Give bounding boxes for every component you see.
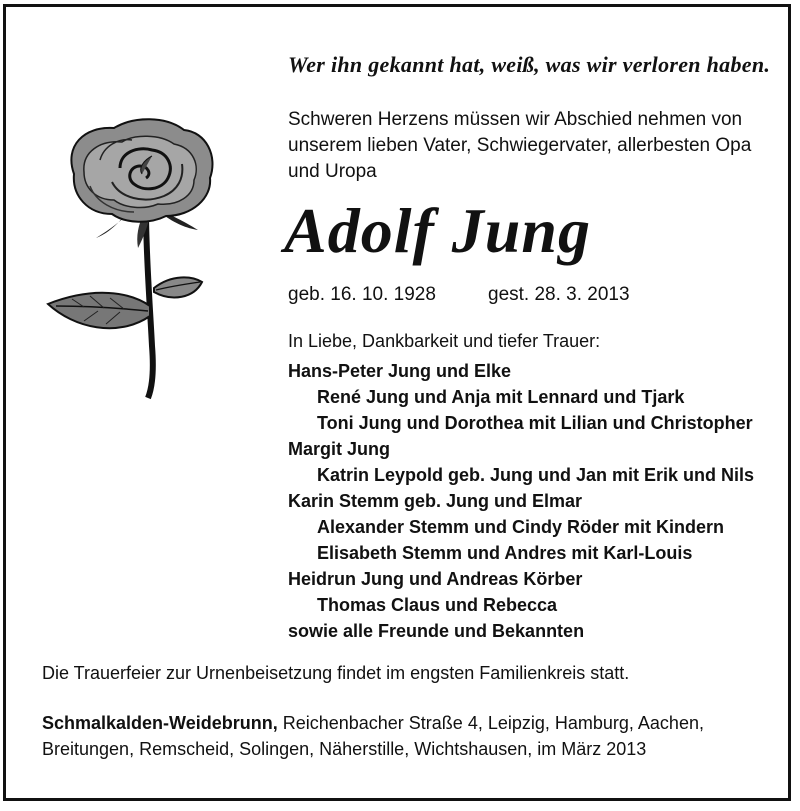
family-member: Toni Jung und Dorothea mit Lilian und Christopher <box>317 413 753 433</box>
family-member: Katrin Leypold geb. Jung und Jan mit Erik und Nils <box>317 465 755 485</box>
motto-quote: Wer ihn gekannt hat, weiß, was wir verloren haben. <box>288 52 771 77</box>
family-member: Heidrun Jung und Andreas Körber <box>288 569 583 589</box>
family-member: René Jung und Anja mit Lennard und Tjark <box>317 387 685 407</box>
family-member: Thomas Claus und Rebecca <box>317 595 558 615</box>
place-line-2: Breitungen, Remscheid, Solingen, Näherstille, Wichtshausen, im März 2013 <box>42 739 647 759</box>
family-member: Hans-Peter Jung und Elke <box>288 361 512 381</box>
place-main: Schmalkalden-Weidebrunn, <box>42 713 278 733</box>
family-member: Elisabeth Stemm und Andres mit Karl-Louis <box>317 543 693 563</box>
family-member: Margit Jung <box>288 439 390 459</box>
ceremony-note: Die Trauerfeier zur Urnenbeisetzung findet im engsten Familienkreis statt. <box>42 663 630 683</box>
family-member: Alexander Stemm und Cindy Röder mit Kindern <box>317 517 725 537</box>
intro-text <box>288 107 768 185</box>
deceased-name: Adolf Jung <box>284 195 591 266</box>
intro-line: unserem lieben Vater, Schwiegervater, allerbesten Opa <box>288 135 752 156</box>
birth-date: geb. 16. 10. 1928 <box>288 284 436 305</box>
family-member: Karin Stemm geb. Jung und Elmar <box>288 491 583 511</box>
life-dates <box>288 284 630 306</box>
family-member: sowie alle Freunde und Bekannten <box>288 621 585 641</box>
place-line <box>42 710 704 736</box>
family-list <box>288 358 788 644</box>
death-date: gest. 28. 3. 2013 <box>488 284 630 305</box>
mourners-intro: In Liebe, Dankbarkeit und tiefer Trauer: <box>288 331 601 351</box>
place-rest: Reichenbacher Straße 4, Leipzig, Hamburg, Aachen, <box>277 713 704 733</box>
rose-icon <box>34 116 246 406</box>
place-and-date <box>42 710 704 762</box>
intro-line: Schweren Herzens müssen wir Abschied nehmen von <box>288 109 743 130</box>
intro-line: und Uropa <box>288 161 377 182</box>
